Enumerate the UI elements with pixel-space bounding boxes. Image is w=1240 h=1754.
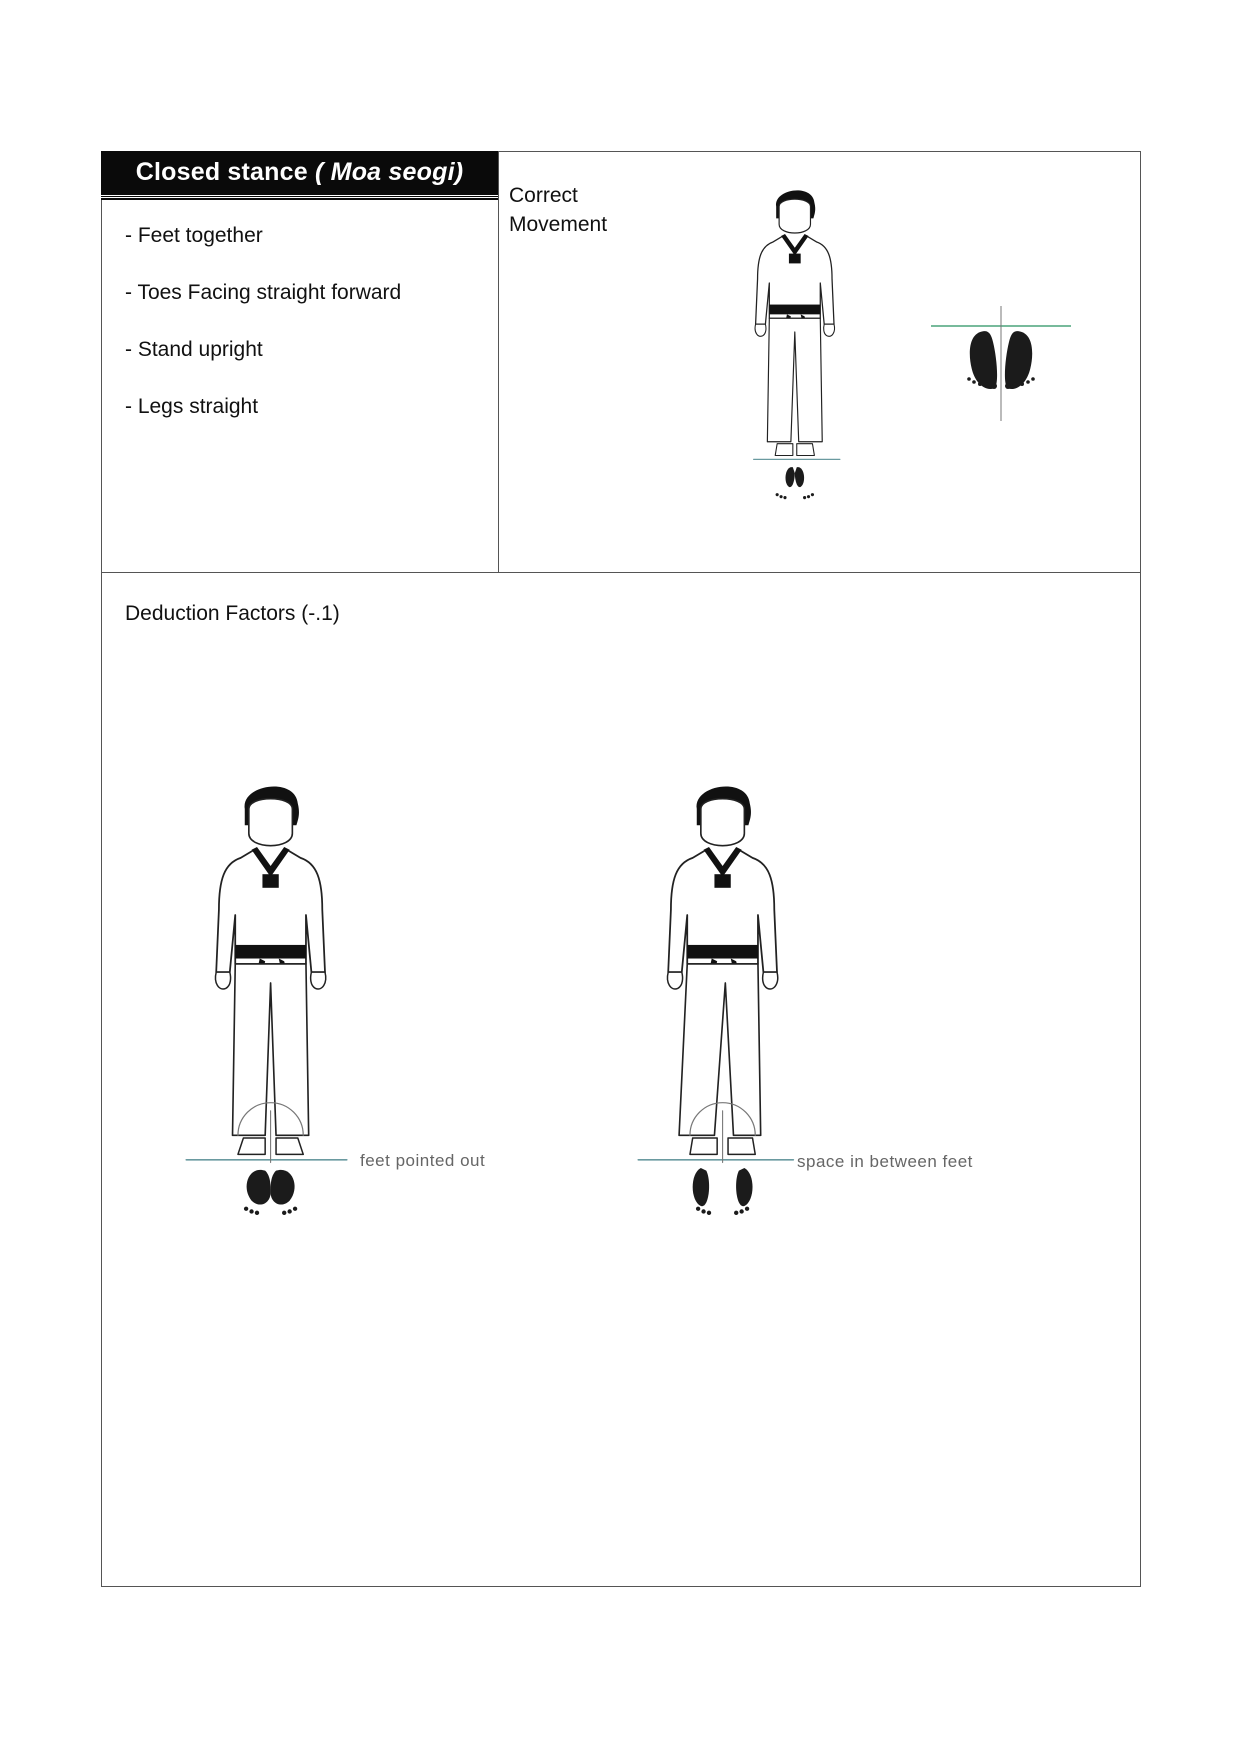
footprint-left — [967, 330, 999, 391]
footprint-icon — [244, 1170, 297, 1215]
stance-title-main: Closed stance — [135, 158, 308, 186]
criteria-item: - Stand upright — [125, 338, 263, 361]
correct-movement-label — [509, 181, 607, 239]
stance-title-korean: ( Moa seogi) — [315, 158, 464, 186]
criteria-item: - Feet together — [125, 224, 263, 247]
fault-space-between-feet-figure — [641, 779, 801, 1239]
footprint-right — [1003, 330, 1035, 391]
criteria-list — [125, 223, 401, 451]
stance-title — [101, 158, 498, 187]
column-divider — [498, 151, 499, 572]
correct-label-line1: Correct — [509, 184, 578, 207]
stance-card — [101, 151, 1141, 1587]
criteria-item: - Legs straight — [125, 395, 259, 418]
fault-feet-pointed-out-figure — [189, 779, 349, 1239]
person-icon — [754, 190, 840, 499]
deduction-factors-label: Deduction Factors (-.1) — [125, 602, 340, 625]
stance-title-bar — [101, 151, 498, 198]
fault-caption-feet-pointed-out: feet pointed out — [360, 1151, 486, 1170]
correct-stance-figure — [736, 185, 856, 525]
criteria-item: - Toes Facing straight forward — [125, 281, 402, 304]
correct-label-line2: Movement — [509, 213, 608, 236]
row-divider — [101, 572, 1141, 573]
correct-footprint-diagram — [931, 306, 1071, 426]
person-icon — [638, 786, 793, 1215]
fault-caption-space-between-feet: space in between feet — [797, 1152, 973, 1171]
footprint-icon — [693, 1168, 753, 1215]
footprint-icon — [776, 467, 814, 499]
person-icon — [186, 786, 346, 1215]
